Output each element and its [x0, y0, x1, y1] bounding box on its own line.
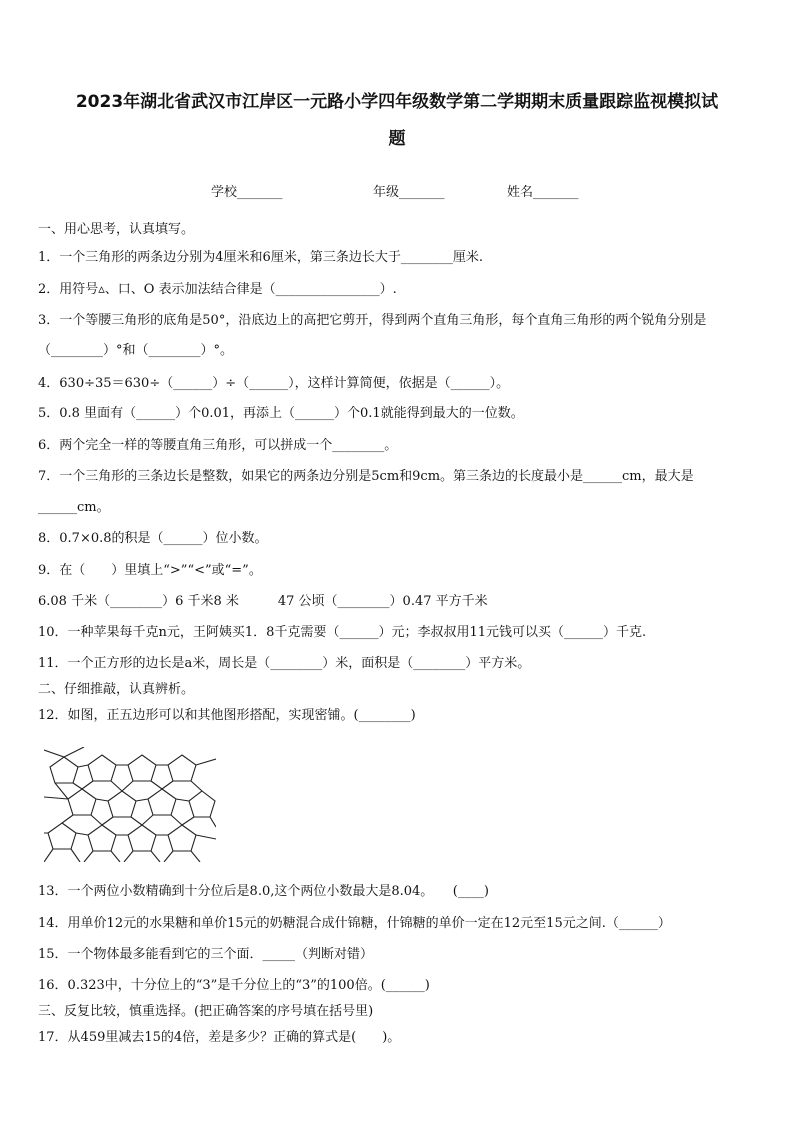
question-17: 17．从459里减去15的4倍，差是多少？正确的算式是( )。: [38, 1030, 401, 1045]
question-9: 9．在（ ）里填上“>”“<”或“=”。: [38, 563, 262, 578]
section-2-heading: 二、仔细推敲，认真辨析。: [38, 682, 195, 697]
question-1: 1．一个三角形的两条边分别为4厘米和6厘米，第三条边长大于________厘米.: [38, 250, 483, 265]
question-3: 3．一个等腰三角形的底角是50°，沿底边上的高把它剪开，得到两个直角三角形，每个直角三角形的两个锐角分别是: [38, 313, 707, 328]
question-16: 16．0.323中，十分位上的“3”是千分位上的“3”的100倍。(______): [38, 978, 430, 993]
section-3-heading: 三、反复比较，慎重选择。(把正确答案的序号填在括号里): [38, 1004, 374, 1019]
question-9-items: 6.08 千米（________）6 千米8 米 47 公顷（________）0.47 平方千米: [38, 594, 488, 609]
page-title-line1: 2023年湖北省武汉市江岸区一元路小学四年级数学第二学期期末质量跟踪监视模拟试: [75, 92, 719, 112]
question-7-cont: ______cm。: [38, 500, 110, 515]
question-7: 7．一个三角形的三条边长是整数，如果它的两条边分别是5cm和9cm。第三条边的长度最小是______cm，最大是: [38, 469, 694, 484]
grade-field: 年级_______: [373, 185, 445, 200]
question-11: 11．一个正方形的边长是a米，周长是（________）米，面积是（________）平方米。: [38, 656, 531, 671]
question-12: 12．如图，正五边形可以和其他图形搭配，实现密铺。(________): [38, 708, 416, 723]
question-2: 2．用符号▵、口、O 表示加法结合律是（________________）.: [38, 282, 397, 297]
question-3-cont: （________）°和（________）°。: [38, 343, 234, 358]
school-field: 学校_______: [211, 185, 283, 200]
pentagon-tessellation-figure: [44, 747, 216, 862]
name-field: 姓名_______: [507, 185, 579, 200]
question-13: 13．一个两位小数精确到十分位后是8.0,这个两位小数最大是8.04。 (____): [38, 884, 489, 899]
question-4: 4．630÷35＝630÷（______）÷（______），这样计算简便，依据是（______）。: [38, 376, 510, 391]
question-14: 14．用单价12元的水果糖和单价15元的奶糖混合成什锦糖，什锦糖的单价一定在12元至15元之间.（______）: [38, 916, 671, 931]
question-6: 6．两个完全一样的等腰直角三角形，可以拼成一个________。: [38, 438, 398, 453]
question-15: 15．一个物体最多能看到它的三个面．_____（判断对错）: [38, 947, 374, 962]
section-1-heading: 一、用心思考，认真填写。: [38, 222, 195, 237]
question-5: 5．0.8 里面有（______）个0.01，再添上（______）个0.1就能得到最大的一位数。: [38, 406, 524, 421]
question-10: 10．一种苹果每千克n元，王阿姨买1．8千克需要（______）元；李叔叔用11元钱可以买（______）千克.: [38, 625, 647, 640]
question-8: 8．0.7×0.8的积是（______）位小数。: [38, 531, 268, 546]
page-title-line2: 题: [388, 129, 406, 149]
